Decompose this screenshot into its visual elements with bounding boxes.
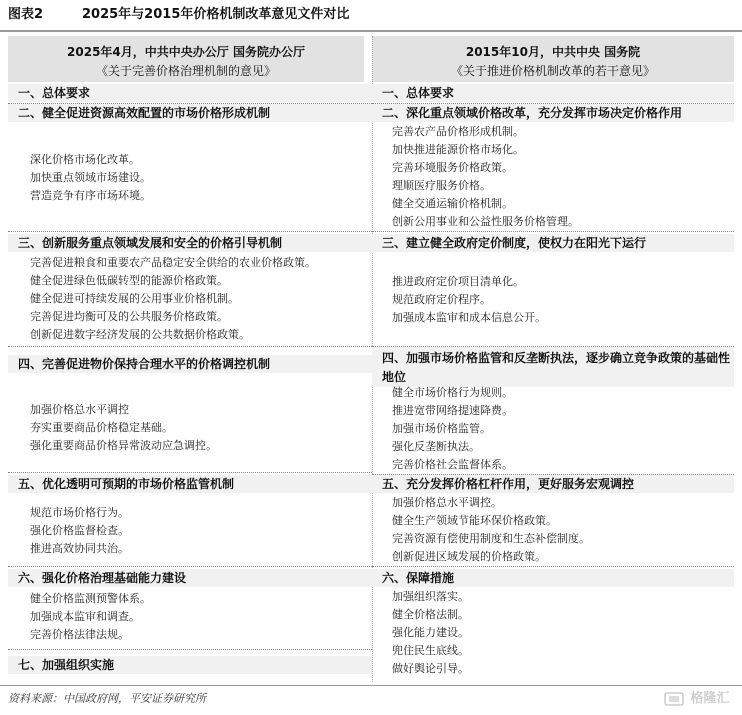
left-list-item: 完善促进粮食和重要农产品稳定安全供给的农业价格政策。	[30, 256, 316, 269]
left-section-title: 二、健全促进资源高效配置的市场价格形成机制	[8, 104, 372, 122]
left-section-title: 四、完善促进物价保持合理水平的价格调控机制	[8, 355, 372, 373]
right-list-item: 加强组织落实。	[392, 590, 469, 603]
right-list-item: 强化反垄断执法。	[392, 440, 480, 453]
watermark-text: 格隆汇	[690, 691, 730, 706]
watermark	[664, 687, 730, 711]
right-list-item: 健全市场价格行为规则。	[392, 386, 513, 399]
left-list-item: 健全促进可持续发展的公用事业价格机制。	[30, 292, 239, 305]
left-column-header	[8, 36, 364, 82]
right-list-item: 强化能力建设。	[392, 626, 469, 639]
left-list-item: 加快重点领域市场建设。	[30, 171, 151, 184]
row-divider	[8, 346, 372, 347]
right-section-title: 五、充分发挥价格杠杆作用，更好服务宏观调控	[372, 475, 734, 493]
right-list-item: 兜住民生底线。	[392, 644, 469, 657]
right-list-item: 加强市场价格监管。	[392, 422, 491, 435]
right-list-item: 健全生产领域节能环保价格政策。	[392, 514, 557, 527]
right-list-item: 做好舆论引导。	[392, 662, 469, 675]
top-rule	[0, 30, 742, 32]
left-section-title: 六、强化价格治理基础能力建设	[8, 569, 372, 587]
right-list-item: 推进宽带网络提速降费。	[392, 404, 513, 417]
left-list-item: 强化价格监督检查。	[30, 524, 129, 537]
left-list-item: 规范市场价格行为。	[30, 506, 129, 519]
right-section-title: 六、保障措施	[372, 569, 734, 587]
right-section-title: 一、总体要求	[372, 84, 734, 102]
right-list-item: 加强价格总水平调控。	[392, 496, 502, 509]
right-section-title: 二、深化重点领域价格改革，充分发挥市场决定价格作用	[372, 104, 734, 122]
figure-title: 2025年与2015年价格机制改革意见文件对比	[82, 7, 350, 22]
left-header-issuer: 2025年4月，中共中央办公厅 国务院办公厅	[67, 45, 305, 59]
row-divider	[8, 566, 372, 567]
watermark-logo-icon	[664, 692, 684, 706]
right-list-item: 完善农产品价格形成机制。	[392, 125, 524, 138]
figure-label: 图表2	[8, 7, 44, 22]
bottom-rule	[0, 685, 742, 686]
right-section-title: 三、建立健全政府定价制度，使权力在阳光下运行	[372, 234, 734, 252]
source-note: 资料来源：中国政府网，平安证券研究所	[8, 692, 206, 705]
row-divider	[372, 231, 734, 232]
left-list-item: 强化重要商品价格异常波动应急调控。	[30, 439, 217, 452]
right-list-item: 完善资源有偿使用制度和生态补偿制度。	[392, 532, 590, 545]
left-section-title: 三、创新服务重点领域发展和安全的价格引导机制	[8, 234, 372, 252]
right-list-item: 健全价格法制。	[392, 608, 469, 621]
left-list-item: 营造竞争有序市场环境。	[30, 189, 151, 202]
left-section-title: 五、优化透明可预期的市场价格监管机制	[8, 475, 372, 493]
left-list-item: 完善促进均衡可及的公共服务价格政策。	[30, 310, 228, 323]
right-list-item: 加快推进能源价格市场化。	[392, 143, 524, 156]
figure-title-bar	[0, 0, 742, 30]
row-divider	[372, 566, 734, 567]
left-section-title: 七、加强组织实施	[8, 656, 372, 674]
row-divider	[8, 231, 372, 232]
right-header-document: 《关于推进价格机制改革的若干意见》	[450, 64, 655, 78]
left-list-item: 夯实重要商品价格稳定基础。	[30, 421, 173, 434]
right-list-item: 完善环境服务价格政策。	[392, 161, 513, 174]
left-list-item: 加强价格总水平调控	[30, 403, 129, 416]
left-header-document: 《关于完善价格治理机制的意见》	[95, 64, 276, 78]
right-column-header	[372, 36, 734, 82]
left-list-item: 加强成本监审和调查。	[30, 610, 140, 623]
left-list-item: 完善价格法律法规。	[30, 628, 129, 641]
right-list-item: 加强成本监审和成本信息公开。	[392, 311, 546, 324]
right-section-title: 四、加强市场价格监管和反垄断执法，逐步确立竞争政策的基础性地位	[372, 347, 734, 387]
right-list-item: 创新公用事业和公益性服务价格管理。	[392, 215, 579, 228]
right-list-item: 推进政府定价项目清单化。	[392, 275, 524, 288]
left-list-item: 健全促进绿色低碳转型的能源价格政策。	[30, 274, 228, 287]
right-list-item: 理顺医疗服务价格。	[392, 179, 491, 192]
right-list-item: 创新促进区域发展的价格政策。	[392, 550, 546, 563]
left-list-item: 推进高效协同共治。	[30, 542, 129, 555]
left-list-item: 健全价格监测预警体系。	[30, 592, 151, 605]
right-list-item: 完善价格社会监督体系。	[392, 458, 513, 471]
row-divider	[8, 649, 372, 650]
left-list-item: 创新促进数字经济发展的公共数据价格政策。	[30, 328, 250, 341]
left-section-title: 一、总体要求	[8, 84, 372, 102]
row-divider	[8, 472, 372, 473]
left-list-item: 深化价格市场化改革。	[30, 153, 140, 166]
right-list-item: 健全交通运输价格机制。	[392, 197, 513, 210]
right-list-item: 规范政府定价程序。	[392, 293, 491, 306]
right-header-issuer: 2015年10月，中共中央 国务院	[465, 45, 641, 59]
